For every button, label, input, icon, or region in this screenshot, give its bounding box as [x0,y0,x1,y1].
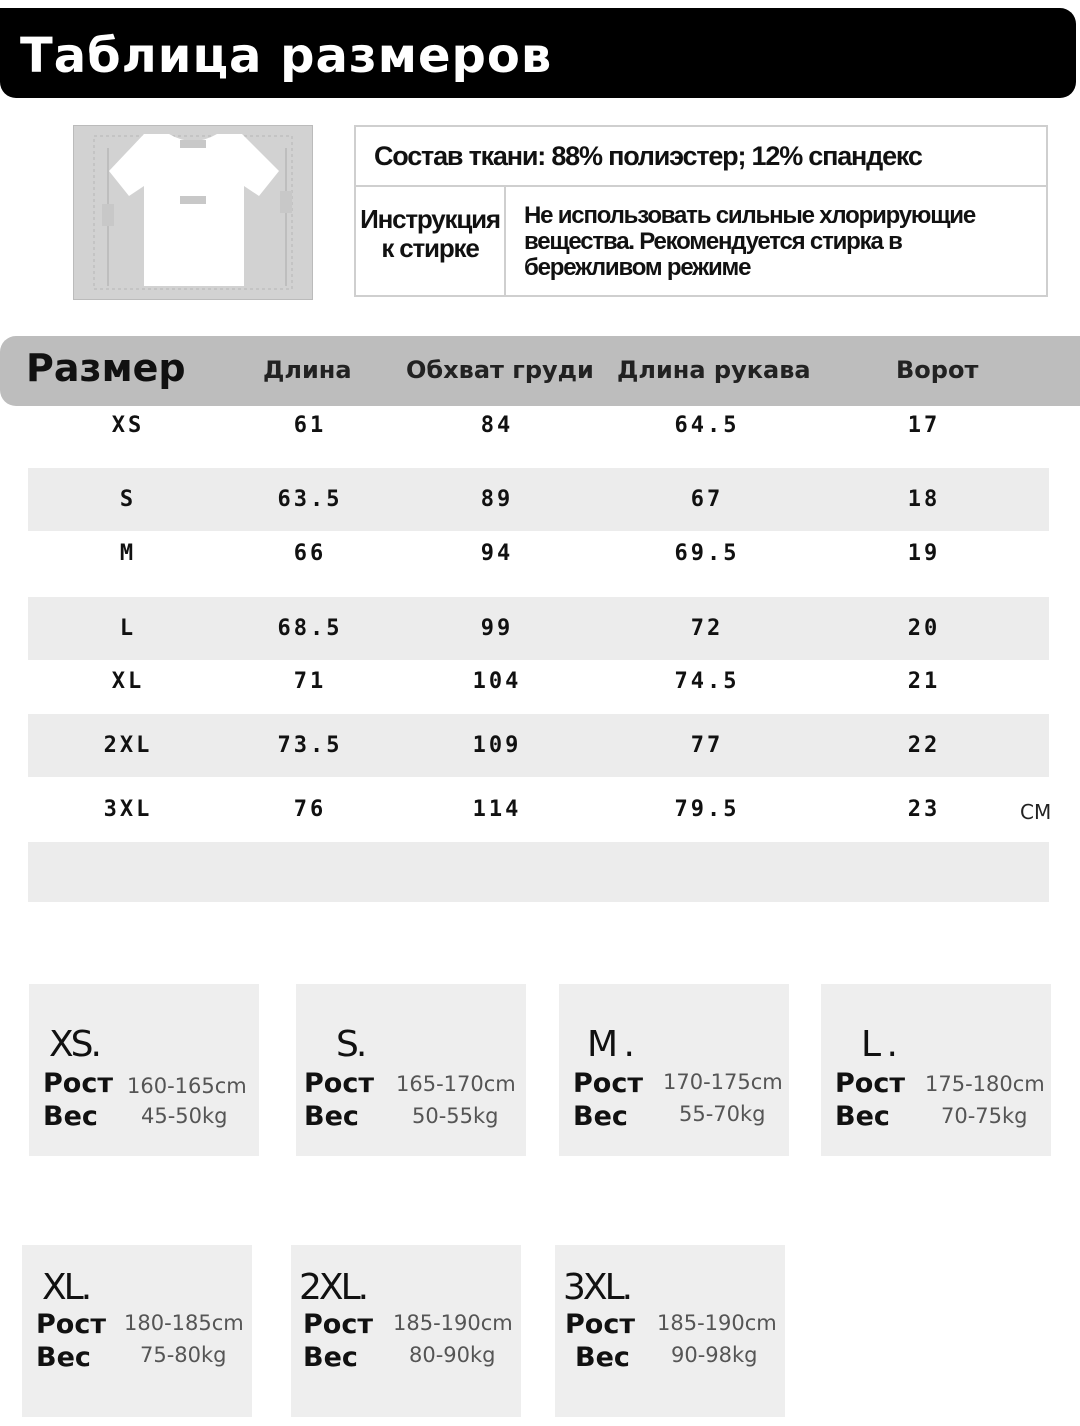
card-height-label: Рост [43,1068,113,1099]
cell-sleeve: 74.5 [674,669,740,694]
cell-sleeve: 67 [690,487,724,512]
cell-sleeve: 72 [690,616,724,641]
page-title: Таблица размеров [20,28,553,84]
card-weight: 70-75kg [941,1104,1028,1128]
table-row-empty [28,842,1049,902]
fabric-row [356,127,1046,187]
card-weight-label: Вес [835,1101,890,1132]
table-row [28,650,1049,713]
card-size: XS. [49,1024,99,1065]
card-height-label: Рост [304,1068,374,1099]
card-height: 165-170cm [396,1072,516,1096]
cell-chest: 104 [472,669,522,694]
cell-collar: 23 [907,797,941,822]
header-size: Размер [26,346,186,390]
cell-sleeve: 79.5 [674,797,740,822]
cell-collar: 20 [907,616,941,641]
card-weight: 80-90kg [409,1343,496,1367]
card-height: 160-165cm [127,1074,247,1098]
size-card-s [296,984,526,1156]
cell-chest: 89 [480,487,514,512]
size-card-3xl [555,1245,785,1417]
cell-sleeve: 77 [690,733,724,758]
cell-chest: 94 [480,541,514,566]
table-row [28,522,1049,585]
cell-length: 71 [293,669,327,694]
card-weight-label: Вес [304,1101,359,1132]
cell-chest: 99 [480,616,514,641]
card-height-label: Рост [36,1309,106,1340]
cell-collar: 17 [907,413,941,438]
card-height: 175-180cm [925,1072,1045,1096]
card-height-label: Рост [565,1309,635,1340]
tshirt-icon [74,126,312,299]
card-size: 3XL. [563,1267,631,1308]
wash-instruction-text [524,203,1034,281]
size-card-m [559,984,789,1156]
cell-size: XL [111,669,145,694]
cell-length: 63.5 [277,487,343,512]
cell-length: 68.5 [277,616,343,641]
cell-length: 73.5 [277,733,343,758]
card-height-label: Рост [573,1068,643,1099]
unit-label: CM [1020,800,1052,824]
wash-label-line1: Инструкция [360,204,500,234]
card-size: L . [861,1024,895,1065]
tshirt-diagram [73,125,313,300]
cell-length: 76 [293,797,327,822]
cell-collar: 22 [907,733,941,758]
wash-line2: вещества. Рекомендуется стирка в [524,228,902,255]
table-row [28,778,1052,841]
cell-size: XS [111,413,145,438]
wash-line1: Не использовать сильные хлорирующие [524,202,975,229]
header-length: Длина [263,356,352,384]
header-chest: Обхват груди [406,356,594,384]
fabric-composition: Состав ткани: 88% полиэстер; 12% спандекс [374,141,922,171]
card-weight: 90-98kg [671,1343,758,1367]
card-height: 170-175cm [663,1070,783,1094]
card-size: XL. [42,1267,90,1308]
wash-instruction-label [356,187,506,297]
cell-collar: 18 [907,487,941,512]
card-weight: 50-55kg [412,1104,499,1128]
table-row [28,394,1049,457]
card-weight-label: Вес [36,1342,91,1373]
cell-collar: 19 [907,541,941,566]
wash-label-line2: к стирке [381,233,479,263]
card-weight-label: Вес [573,1101,628,1132]
card-size: M . [587,1024,632,1065]
card-weight-label: Вес [43,1101,98,1132]
cell-length: 66 [293,541,327,566]
card-height-label: Рост [303,1309,373,1340]
size-card-xs [29,984,259,1156]
table-row [28,714,1049,777]
card-height-label: Рост [835,1068,905,1099]
card-size: S. [336,1024,365,1065]
card-weight-label: Вес [575,1342,630,1373]
card-height: 185-190cm [393,1311,513,1335]
cell-size: 3XL [103,797,153,822]
cell-sleeve: 64.5 [674,413,740,438]
cell-size: L [119,616,137,641]
size-card-xl [22,1245,252,1417]
cell-size: 2XL [103,733,153,758]
fabric-info-table [354,125,1048,297]
wash-line3: бережливом режиме [524,254,751,281]
cell-chest: 109 [472,733,522,758]
cell-size: M [119,541,137,566]
card-height: 180-185cm [124,1311,244,1335]
cell-length: 61 [293,413,327,438]
card-height: 185-190cm [657,1311,777,1335]
card-weight: 75-80kg [140,1343,227,1367]
card-weight: 45-50kg [141,1104,228,1128]
title-bar [0,8,1076,98]
size-card-l [821,984,1051,1156]
cell-collar: 21 [907,669,941,694]
card-weight: 55-70kg [679,1102,766,1126]
size-card-2xl [291,1245,521,1417]
cell-sleeve: 69.5 [674,541,740,566]
cell-chest: 114 [472,797,522,822]
header-collar: Ворот [896,356,979,384]
header-sleeve: Длина рукава [617,356,811,384]
cell-size: S [119,487,137,512]
card-size: 2XL. [299,1267,367,1308]
card-weight-label: Вес [303,1342,358,1373]
cell-chest: 84 [480,413,514,438]
